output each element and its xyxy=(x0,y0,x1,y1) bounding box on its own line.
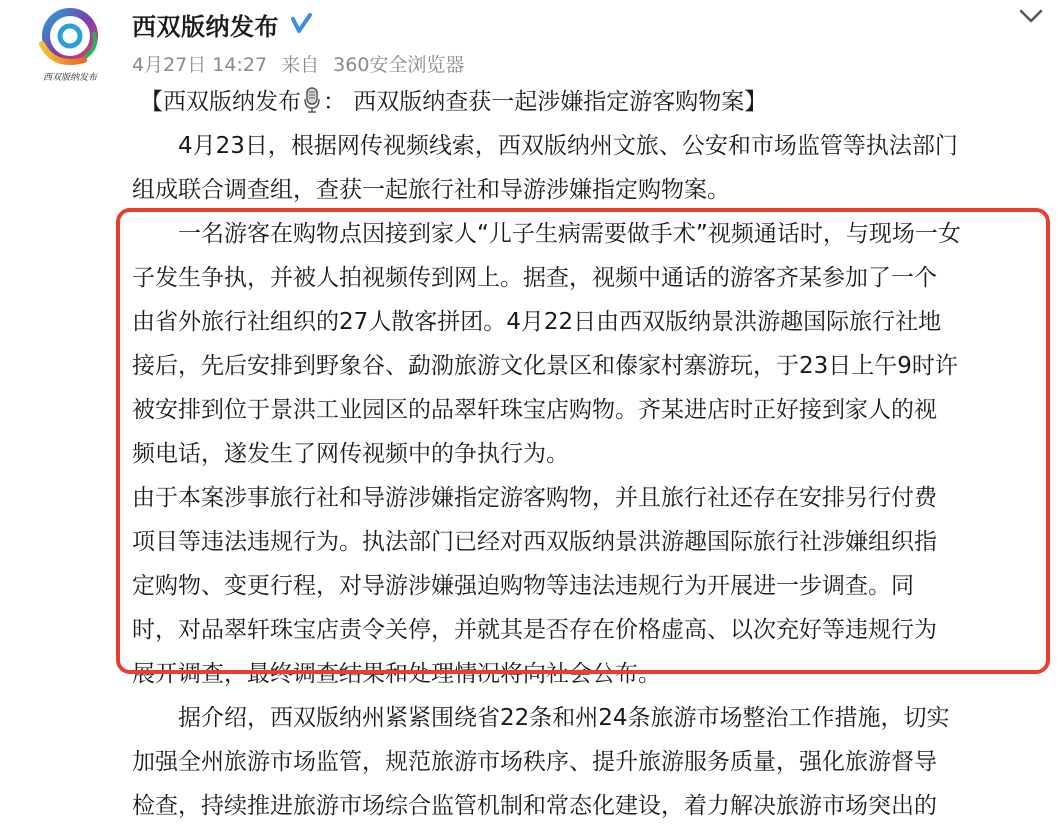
paragraph-closing xyxy=(132,696,1050,828)
chevron-down-icon[interactable] xyxy=(1018,8,1044,24)
verified-badge-icon xyxy=(287,10,315,38)
post-date[interactable]: 4月27日 14:27 xyxy=(132,54,268,76)
text-line: 展开调查，最终调查结果和处理情况将向社会公布。 xyxy=(132,661,661,687)
microphone-icon xyxy=(303,87,321,113)
text-line: 被安排到位于景洪工业园区的品翠轩珠宝店购物。齐某进店时正好接到家人的视 xyxy=(132,397,937,423)
text-line: 接后，先后安排到野象谷、勐泐旅游文化景区和傣家村寨游玩，于23日上午9时许 xyxy=(132,353,958,379)
post-body xyxy=(132,80,1050,828)
headline-title: ： 西双版纳查获一起涉嫌指定游客购物案】 xyxy=(323,89,768,115)
text-line: 项目等违法违规行为。执法部门已经对西双版纳景洪游趣国际旅行社涉嫌组织指 xyxy=(132,529,937,555)
text-line: 组成联合调查组，查获一起旅行社和导游涉嫌指定购物案。 xyxy=(132,177,730,203)
post-headline xyxy=(140,80,1050,124)
text-line: 加强全州旅游市场监管，规范旅游市场秩序、提升旅游服务质量，强化旅游督导 xyxy=(132,749,937,775)
paragraph-intro xyxy=(132,124,1050,212)
post-meta xyxy=(132,50,464,77)
text-line: 时，对品翠轩珠宝店责令关停，并就其是否存在价格虚高、以次充好等违规行为 xyxy=(132,617,937,643)
text-line: 子发生争执，并被人拍视频传到网上。据查，视频中通话的游客齐某参加了一个 xyxy=(132,265,937,291)
post-source[interactable]: 360安全浏览器 xyxy=(333,54,465,76)
author-row xyxy=(132,6,315,42)
text-line: 由于本案涉事旅行社和导游涉嫌指定游客购物，并且旅行社还存在安排另行付费 xyxy=(132,485,937,511)
text-line: 定购物、变更行程，对导游涉嫌强迫购物等违法违规行为开展进一步调查。同 xyxy=(132,573,914,599)
headline-prefix: 【西双版纳发布 xyxy=(140,89,301,115)
avatar[interactable] xyxy=(28,4,112,88)
text-line: 检查，持续推进旅游市场综合监管机制和常态化建设，着力解决旅游市场突出的 xyxy=(132,793,937,819)
text-line: 4月23日，根据网传视频线索，西双版纳州文旅、公安和市场监管等执法部门 xyxy=(178,133,958,159)
avatar-logo-text: 西双版纳发布 xyxy=(42,73,98,83)
author-name[interactable]: 西双版纳发布 xyxy=(132,12,279,41)
paragraph-highlighted xyxy=(132,212,1050,696)
text-line: 据介绍，西双版纳州紧紧围绕省22条和州24条旅游市场整治工作措施，切实 xyxy=(178,705,950,731)
text-line: 频电话，遂发生了网传视频中的争执行为。 xyxy=(132,441,569,467)
text-line: 一名游客在购物点因接到家人“儿子生病需要做手术”视频通话时，与现场一女 xyxy=(178,221,961,247)
post-source-prefix: 来自 xyxy=(281,54,320,76)
text-line: 由省外旅行社组织的27人散客拼团。4月22日由西双版纳景洪游趣国际旅行社地 xyxy=(132,309,942,335)
